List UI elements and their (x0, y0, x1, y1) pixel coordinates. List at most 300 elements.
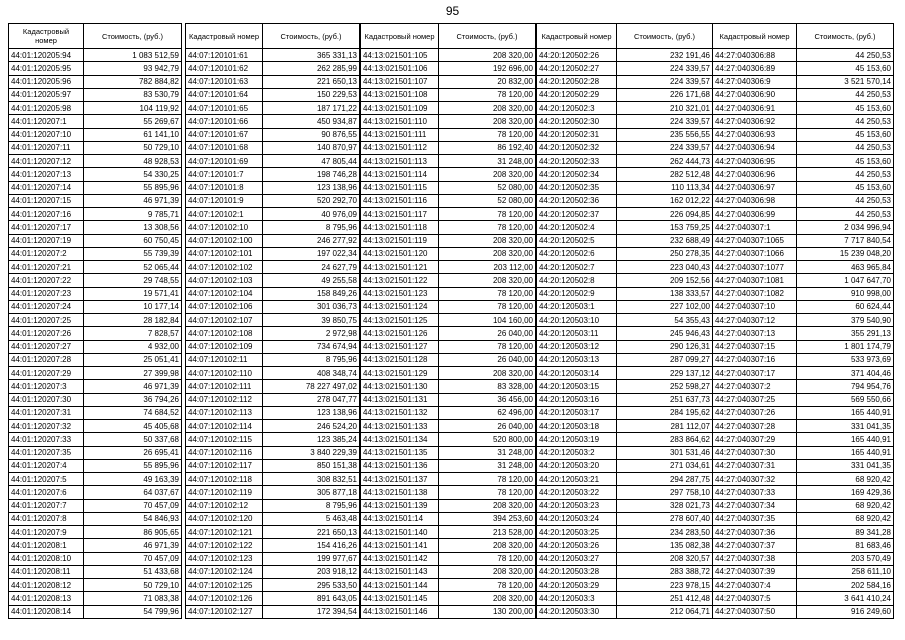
table-row (186, 128, 360, 141)
cost-cell: 208 320,00 (439, 102, 536, 115)
table-row (186, 473, 360, 486)
cadastral-number-cell: 44:27:040306:91 (713, 102, 797, 115)
cadastral-number-cell: 44:01:120207:3 (9, 380, 84, 393)
cost-cell: 4 932,00 (84, 340, 182, 353)
table-row (186, 393, 360, 406)
table-row (9, 526, 182, 539)
table-header-row (537, 24, 713, 49)
table-row (713, 539, 894, 552)
cadastral-number-cell: 44:01:120205:96 (9, 75, 84, 88)
table-row (186, 340, 360, 353)
table-row (186, 327, 360, 340)
cadastral-number-cell: 44:27:040307:30 (713, 446, 797, 459)
cost-cell: 83 530,79 (84, 88, 182, 101)
cadastral-number-cell: 44:13:021501:139 (361, 499, 439, 512)
cadastral-number-cell: 44:13:021501:136 (361, 459, 439, 472)
cadastral-number-cell: 44:07:120101:9 (186, 194, 263, 207)
cost-cell: 45 153,60 (797, 62, 894, 75)
cost-cell: 9 785,71 (84, 208, 182, 221)
cadastral-number-cell: 44:27:040307:1077 (713, 261, 797, 274)
table-row (361, 62, 536, 75)
cadastral-number-cell: 44:20:120503:19 (537, 433, 617, 446)
cost-cell: 68 920,42 (797, 512, 894, 525)
cost-cell: 78 120,00 (439, 340, 536, 353)
cost-cell: 203 112,00 (439, 261, 536, 274)
cadastral-number-cell: 44:01:120207:15 (9, 194, 84, 207)
cadastral-number-cell: 44:07:120101:62 (186, 62, 263, 75)
cost-cell: 26 040,00 (439, 420, 536, 433)
cost-cell: 46 971,39 (84, 194, 182, 207)
cost-cell: 48 928,53 (84, 155, 182, 168)
table-row (9, 314, 182, 327)
cadastral-number-cell: 44:27:040307:4 (713, 579, 797, 592)
table-row (9, 300, 182, 313)
table-row (537, 75, 713, 88)
table-row (361, 592, 536, 605)
cadastral-number-cell: 44:07:120102:125 (186, 579, 263, 592)
table-row (713, 552, 894, 565)
cost-cell: 28 182,84 (84, 314, 182, 327)
table-row (9, 208, 182, 221)
table-row (9, 75, 182, 88)
table-row (9, 141, 182, 154)
table-row (713, 473, 894, 486)
cadastral-number-cell: 44:01:120207:14 (9, 181, 84, 194)
cost-cell: 165 440,91 (797, 433, 894, 446)
cadastral-number-cell: 44:01:120205:94 (9, 49, 84, 62)
table-row (537, 168, 713, 181)
table-row (361, 194, 536, 207)
cost-cell: 282 512,48 (617, 168, 713, 181)
table-row (186, 49, 360, 62)
cadastral-number-cell: 44:01:120208:14 (9, 605, 84, 618)
cost-cell: 50 729,10 (84, 579, 182, 592)
table-row (713, 62, 894, 75)
table-row (361, 406, 536, 419)
cadastral-number-cell: 44:13:021501:128 (361, 353, 439, 366)
cadastral-number-cell: 44:13:021501:144 (361, 579, 439, 592)
table-row (537, 221, 713, 234)
cost-cell: 104 119,92 (84, 102, 182, 115)
cost-cell: 78 120,00 (439, 579, 536, 592)
cost-cell: 78 120,00 (439, 208, 536, 221)
cadastral-number-cell: 44:27:040306:90 (713, 88, 797, 101)
table-row (537, 565, 713, 578)
cost-cell: 569 550,66 (797, 393, 894, 406)
table-row (9, 565, 182, 578)
cost-cell: 210 321,01 (617, 102, 713, 115)
cost-cell: 1 083 512,59 (84, 49, 182, 62)
cost-cell: 3 840 229,39 (263, 446, 360, 459)
cost-cell: 245 946,43 (617, 327, 713, 340)
cadastral-number-cell: 44:13:021501:109 (361, 102, 439, 115)
cost-cell: 297 758,10 (617, 486, 713, 499)
table-row (537, 420, 713, 433)
cadastral-number-cell: 44:01:120208:1 (9, 539, 84, 552)
cadastral-number-cell: 44:27:040307:16 (713, 353, 797, 366)
table-row (186, 194, 360, 207)
cost-cell: 55 895,96 (84, 459, 182, 472)
cadastral-number-cell: 44:07:120102:107 (186, 314, 263, 327)
cadastral-number-cell: 44:01:120207:13 (9, 168, 84, 181)
cadastral-number-cell: 44:27:040307:38 (713, 552, 797, 565)
cost-cell: 520 292,70 (263, 194, 360, 207)
table-row (713, 592, 894, 605)
header-cadastral-number: Кадастровый номер (9, 24, 84, 49)
table-row (9, 340, 182, 353)
cost-cell: 45 153,60 (797, 181, 894, 194)
table-row (186, 406, 360, 419)
cadastral-number-cell: 44:20:120503:24 (537, 512, 617, 525)
table-row (186, 459, 360, 472)
cadastral-number-cell: 44:20:120502:3 (537, 102, 617, 115)
table-row (537, 592, 713, 605)
cadastral-number-cell: 44:07:120102:10 (186, 221, 263, 234)
cost-cell: 44 250,53 (797, 168, 894, 181)
cadastral-number-cell: 44:27:040307:50 (713, 605, 797, 618)
cadastral-number-cell: 44:20:120502:34 (537, 168, 617, 181)
cadastral-number-cell: 44:20:120502:5 (537, 234, 617, 247)
cost-cell: 198 746,28 (263, 168, 360, 181)
table-row (186, 512, 360, 525)
cost-cell: 234 283,50 (617, 526, 713, 539)
table-row (186, 499, 360, 512)
cadastral-number-cell: 44:01:120207:31 (9, 406, 84, 419)
cadastral-number-cell: 44:20:120502:36 (537, 194, 617, 207)
cadastral-table (8, 23, 182, 619)
cadastral-number-cell: 44:27:040307:29 (713, 433, 797, 446)
cadastral-number-cell: 44:01:120207:23 (9, 287, 84, 300)
cadastral-number-cell: 44:07:120102:127 (186, 605, 263, 618)
cost-cell: 44 250,53 (797, 115, 894, 128)
table-row (361, 565, 536, 578)
cadastral-number-cell: 44:27:040306:88 (713, 49, 797, 62)
cadastral-number-cell: 44:01:120207:2 (9, 247, 84, 260)
cost-cell: 78 120,00 (439, 300, 536, 313)
cadastral-number-cell: 44:13:021501:142 (361, 552, 439, 565)
table-row (186, 168, 360, 181)
table-row (186, 155, 360, 168)
cost-cell: 78 120,00 (439, 473, 536, 486)
cadastral-number-cell: 44:20:120502:32 (537, 141, 617, 154)
cost-cell: 305 877,18 (263, 486, 360, 499)
table-row (9, 393, 182, 406)
cadastral-number-cell: 44:13:021501:132 (361, 406, 439, 419)
table-row (186, 181, 360, 194)
cadastral-number-cell: 44:13:021501:133 (361, 420, 439, 433)
cost-cell: 1 801 174,79 (797, 340, 894, 353)
table-row (361, 300, 536, 313)
cost-cell: 294 287,75 (617, 473, 713, 486)
table-row (186, 314, 360, 327)
cost-cell: 55 269,67 (84, 115, 182, 128)
table-row (537, 512, 713, 525)
table-row (9, 194, 182, 207)
cadastral-number-cell: 44:13:021501:125 (361, 314, 439, 327)
table-row (713, 420, 894, 433)
cost-cell: 223 978,15 (617, 579, 713, 592)
cadastral-number-cell: 44:13:021501:121 (361, 261, 439, 274)
cadastral-number-cell: 44:27:040307:26 (713, 406, 797, 419)
cadastral-number-cell: 44:20:120502:4 (537, 221, 617, 234)
cost-cell: 794 954,76 (797, 380, 894, 393)
table-row (9, 49, 182, 62)
cost-cell: 227 102,00 (617, 300, 713, 313)
table-row (713, 380, 894, 393)
table-row (186, 274, 360, 287)
cost-cell: 262 444,73 (617, 155, 713, 168)
cadastral-number-cell: 44:07:120101:8 (186, 181, 263, 194)
cost-cell: 169 429,36 (797, 486, 894, 499)
table-row (186, 526, 360, 539)
cadastral-number-cell: 44:07:120102:112 (186, 393, 263, 406)
cost-cell: 208 320,00 (439, 499, 536, 512)
table-row (361, 247, 536, 260)
table-row (713, 327, 894, 340)
table-row (9, 287, 182, 300)
table-row (361, 353, 536, 366)
cost-cell: 50 337,68 (84, 433, 182, 446)
table-row (186, 552, 360, 565)
cost-cell: 295 533,50 (263, 579, 360, 592)
cadastral-number-cell: 44:07:120101:7 (186, 168, 263, 181)
cadastral-number-cell: 44:20:120502:8 (537, 274, 617, 287)
table-row (361, 75, 536, 88)
table-row (361, 393, 536, 406)
cadastral-number-cell: 44:07:120102:126 (186, 592, 263, 605)
table-row (713, 102, 894, 115)
table-row (537, 353, 713, 366)
header-cost: Стоимость, (руб.) (84, 24, 182, 49)
cadastral-number-cell: 44:01:120207:9 (9, 526, 84, 539)
table-row (361, 49, 536, 62)
cost-cell: 208 320,00 (439, 367, 536, 380)
table-row (537, 499, 713, 512)
cadastral-number-cell: 44:01:120207:22 (9, 274, 84, 287)
table-row (713, 247, 894, 260)
cost-cell: 910 998,00 (797, 287, 894, 300)
cost-cell: 208 320,00 (439, 539, 536, 552)
cadastral-number-cell: 44:27:040307:10 (713, 300, 797, 313)
cadastral-number-cell: 44:27:040307:39 (713, 565, 797, 578)
table-row (537, 261, 713, 274)
cadastral-number-cell: 44:07:120102:118 (186, 473, 263, 486)
cost-cell: 208 320,00 (439, 247, 536, 260)
table-row (186, 287, 360, 300)
cadastral-number-cell: 44:20:120503:21 (537, 473, 617, 486)
cost-cell: 130 200,00 (439, 605, 536, 618)
cadastral-number-cell: 44:13:021501:143 (361, 565, 439, 578)
cost-cell: 24 627,79 (263, 261, 360, 274)
cadastral-number-cell: 44:07:120101:66 (186, 115, 263, 128)
cadastral-number-cell: 44:27:040307:17 (713, 367, 797, 380)
cadastral-number-cell: 44:13:021501:137 (361, 473, 439, 486)
table-row (186, 446, 360, 459)
cost-cell: 203 570,49 (797, 552, 894, 565)
cadastral-number-cell: 44:01:120205:97 (9, 88, 84, 101)
table-row (713, 128, 894, 141)
cost-cell: 284 195,62 (617, 406, 713, 419)
cadastral-number-cell: 44:07:120102:106 (186, 300, 263, 313)
table-row (713, 393, 894, 406)
cadastral-number-cell: 44:13:021501:107 (361, 75, 439, 88)
header-cost: Стоимость, (руб.) (617, 24, 713, 49)
table-row (186, 102, 360, 115)
cost-cell: 408 348,74 (263, 367, 360, 380)
cadastral-number-cell: 44:27:040307:1082 (713, 287, 797, 300)
cost-cell: 328 021,73 (617, 499, 713, 512)
table-row (9, 406, 182, 419)
table-row (361, 274, 536, 287)
cost-cell: 365 331,13 (263, 49, 360, 62)
cadastral-number-cell: 44:01:120207:1 (9, 115, 84, 128)
cadastral-number-cell: 44:20:120503:29 (537, 579, 617, 592)
cost-cell: 172 394,54 (263, 605, 360, 618)
table-row (361, 579, 536, 592)
table-row (537, 194, 713, 207)
cost-cell: 36 456,00 (439, 393, 536, 406)
table-row (537, 181, 713, 194)
cadastral-number-cell: 44:27:040306:95 (713, 155, 797, 168)
cadastral-number-cell: 44:20:120502:29 (537, 88, 617, 101)
cadastral-number-cell: 44:01:120207:24 (9, 300, 84, 313)
table-row (361, 128, 536, 141)
cadastral-number-cell: 44:20:120503:11 (537, 327, 617, 340)
cost-cell: 208 320,00 (439, 234, 536, 247)
table-row (537, 274, 713, 287)
table-row (537, 115, 713, 128)
table-row (9, 539, 182, 552)
table-row (361, 420, 536, 433)
table-row (537, 539, 713, 552)
cost-cell: 250 278,35 (617, 247, 713, 260)
cadastral-table (712, 23, 894, 619)
cost-cell: 40 976,09 (263, 208, 360, 221)
cadastral-number-cell: 44:20:120503:22 (537, 486, 617, 499)
table-row (186, 115, 360, 128)
cadastral-number-cell: 44:13:021501:14 (361, 512, 439, 525)
cost-cell: 3 641 410,24 (797, 592, 894, 605)
table-row (361, 340, 536, 353)
table-row (537, 62, 713, 75)
cost-cell: 123 138,96 (263, 181, 360, 194)
cadastral-number-cell: 44:07:120102:12 (186, 499, 263, 512)
cadastral-number-cell: 44:07:120101:65 (186, 102, 263, 115)
table-row (713, 565, 894, 578)
cadastral-number-cell: 44:07:120102:117 (186, 459, 263, 472)
header-cost: Стоимость, (руб.) (439, 24, 536, 49)
table-row (9, 446, 182, 459)
table-row (361, 115, 536, 128)
cost-cell: 251 412,48 (617, 592, 713, 605)
cadastral-number-cell: 44:07:120102:116 (186, 446, 263, 459)
cost-cell: 10 177,14 (84, 300, 182, 313)
cost-cell: 278 047,77 (263, 393, 360, 406)
cost-cell: 203 918,12 (263, 565, 360, 578)
cost-cell: 850 151,38 (263, 459, 360, 472)
table-header-row (186, 24, 360, 49)
table-row (186, 605, 360, 618)
cadastral-number-cell: 44:13:021501:130 (361, 380, 439, 393)
cost-cell: 54 799,96 (84, 605, 182, 618)
cadastral-number-cell: 44:20:120502:28 (537, 75, 617, 88)
cost-cell: 212 064,71 (617, 605, 713, 618)
table-row (361, 433, 536, 446)
table-row (713, 406, 894, 419)
cadastral-number-cell: 44:20:120503:30 (537, 605, 617, 618)
table-row (186, 565, 360, 578)
cadastral-number-cell: 44:27:040306:96 (713, 168, 797, 181)
table-row (186, 234, 360, 247)
table-row (9, 473, 182, 486)
cost-cell: 281 112,07 (617, 420, 713, 433)
cadastral-number-cell: 44:01:120207:19 (9, 234, 84, 247)
table-row (186, 420, 360, 433)
cost-cell: 62 496,00 (439, 406, 536, 419)
table-row (537, 287, 713, 300)
table-row (713, 446, 894, 459)
table-row (361, 367, 536, 380)
cadastral-number-cell: 44:01:120207:21 (9, 261, 84, 274)
cost-cell: 162 012,22 (617, 194, 713, 207)
table-row (537, 446, 713, 459)
cadastral-number-cell: 44:20:120503:26 (537, 539, 617, 552)
cost-cell: 301 531,46 (617, 446, 713, 459)
table-row (361, 473, 536, 486)
cadastral-number-cell: 44:01:120207:11 (9, 141, 84, 154)
table-row (9, 234, 182, 247)
cadastral-number-cell: 44:20:120503:20 (537, 459, 617, 472)
cadastral-number-cell: 44:27:040307:2 (713, 380, 797, 393)
table-row (713, 194, 894, 207)
cadastral-number-cell: 44:20:120502:31 (537, 128, 617, 141)
cadastral-number-cell: 44:01:120207:26 (9, 327, 84, 340)
table-row (713, 221, 894, 234)
cost-cell: 246 277,92 (263, 234, 360, 247)
cost-cell: 208 320,00 (439, 115, 536, 128)
cost-cell: 1 047 647,70 (797, 274, 894, 287)
cost-cell: 93 942,79 (84, 62, 182, 75)
cadastral-number-cell: 44:27:040306:97 (713, 181, 797, 194)
cadastral-number-cell: 44:13:021501:138 (361, 486, 439, 499)
cadastral-number-cell: 44:13:021501:145 (361, 592, 439, 605)
table-row (537, 406, 713, 419)
cost-cell: 52 080,00 (439, 194, 536, 207)
cost-cell: 46 971,39 (84, 539, 182, 552)
table-row (9, 247, 182, 260)
table-row (537, 380, 713, 393)
table-row (9, 327, 182, 340)
cadastral-number-cell: 44:01:120208:11 (9, 565, 84, 578)
cadastral-number-cell: 44:01:120208:12 (9, 579, 84, 592)
cost-cell: 2 972,98 (263, 327, 360, 340)
cost-cell: 371 404,46 (797, 367, 894, 380)
table-row (9, 486, 182, 499)
cost-cell: 83 328,00 (439, 380, 536, 393)
cost-cell: 246 524,20 (263, 420, 360, 433)
table-row (361, 314, 536, 327)
cost-cell: 7 717 840,54 (797, 234, 894, 247)
table-row (361, 261, 536, 274)
table-row (713, 499, 894, 512)
table-row (186, 579, 360, 592)
table-row (537, 367, 713, 380)
cadastral-number-cell: 44:13:021501:141 (361, 539, 439, 552)
table-row (9, 459, 182, 472)
cost-cell: 26 040,00 (439, 327, 536, 340)
cost-cell: 140 870,97 (263, 141, 360, 154)
cadastral-number-cell: 44:07:120102:100 (186, 234, 263, 247)
